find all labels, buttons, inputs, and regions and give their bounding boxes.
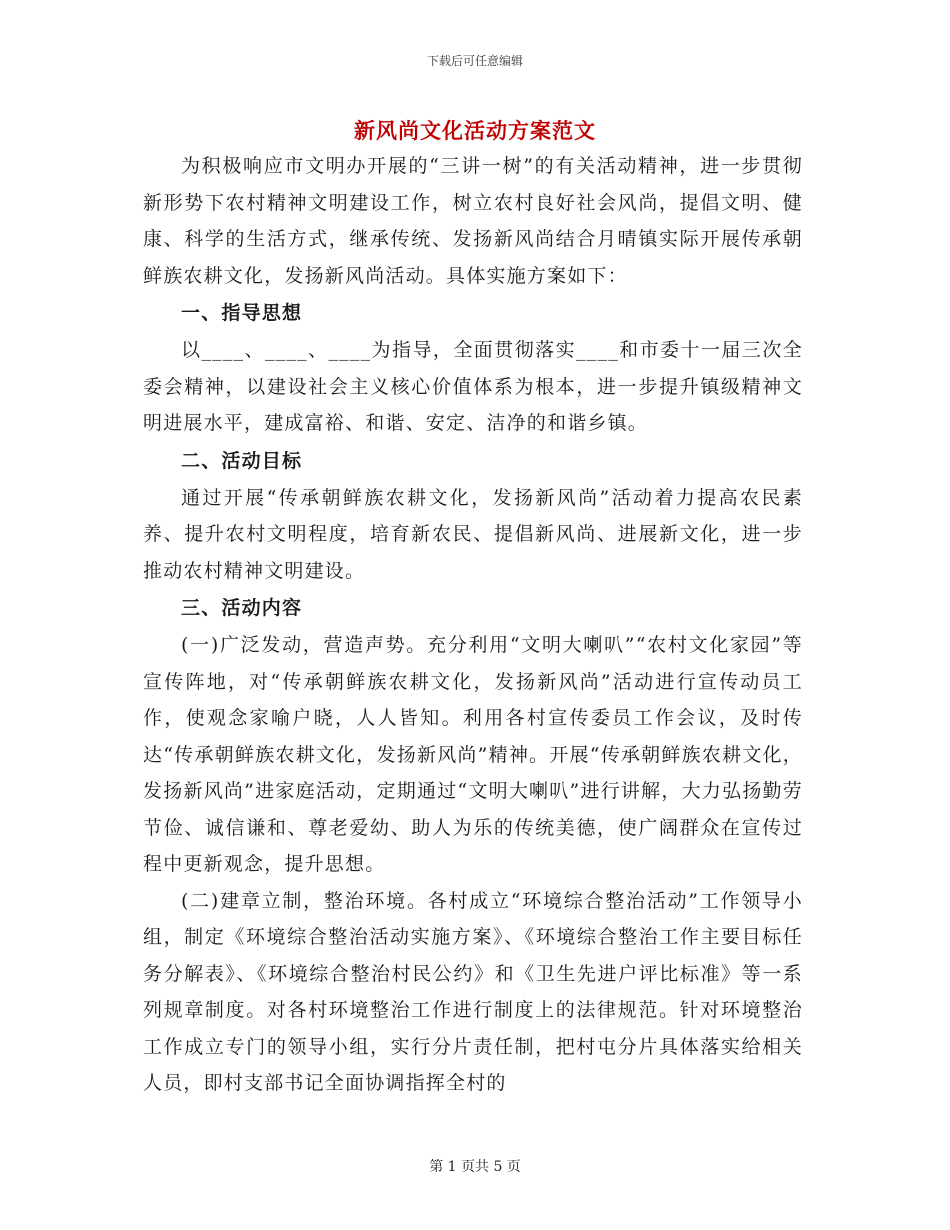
page-header-note: 下载后可任意编辑: [426, 54, 523, 68]
page-number: 第 1 页共 5 页: [429, 1159, 521, 1175]
section-paragraph-activity-goals: 通过开展“传承朝鲜族农耕文化，发扬新风尚”活动着力提高农民素养、提升农村文明程度，培育新农民、提倡新风尚、进展新文化，进一步推动农村精神文明建设。: [143, 486, 803, 582]
document-body: [143, 148, 803, 1102]
content-item-2: (二)建章立制，整治环境。各村成立“环境综合整治活动”工作领导小组，制定《环境综合整治活动实施方案》、《环境综合整治工作主要目标任务分解表》、《环境综合整治村民公约》和《卫生先进户评比标准》等一系列规章制度。对各村环境整治工作进行制度上的法律规范。针对环境整治工作成立专门的领导小组，实行分片责任制，把村屯分片具体落实给相关人员，即村支部书记全面协调指挥全村的: [143, 889, 803, 1094]
section-heading-activity-content: 三、活动内容: [181, 597, 303, 619]
document-title: 新风尚文化活动方案范文: [354, 118, 596, 143]
section-paragraph-guiding-ideology: 以____、____、____为指导，全面贯彻落实____和市委十一届三次全委会精神，以建设社会主义核心价值体系为根本，进一步提升镇级精神文明进展水平，建成富裕、和谐、安定、洁净的和谐乡镇。: [143, 339, 803, 434]
section-heading-guiding-ideology: 一、指导思想: [181, 302, 303, 324]
section-heading-activity-goals: 二、活动目标: [181, 449, 303, 472]
intro-paragraph: 为积极响应市文明办开展的“三讲一树”的有关活动精神，进一步贯彻新形势下农村精神文明建设工作，树立农村良好社会风尚，提倡文明、健康、科学的生活方式，继承传统、发扬新风尚结合月晴镇实际开展传承朝鲜族农耕文化，发扬新风尚活动。具体实施方案如下：: [143, 155, 803, 287]
content-item-1: (一)广泛发动，营造声势。充分利用“文明大喇叭”“农村文化家园”等宣传阵地，对“传承朝鲜族农耕文化，发扬新风尚”活动进行宣传动员工作，使观念家喻户晓，人人皆知。利用各村宣传委员工作会议，及时传达“传承朝鲜族农耕文化，发扬新风尚”精神。开展“传承朝鲜族农耕文化，发扬新风尚”进家庭活动，定期通过“文明大喇叭”进行讲解，大力弘扬勤劳节俭、诚信谦和、尊老爱幼、助人为乐的传统美德，使广阔群众在宣传过程中更新观念，提升思想。: [143, 634, 803, 875]
